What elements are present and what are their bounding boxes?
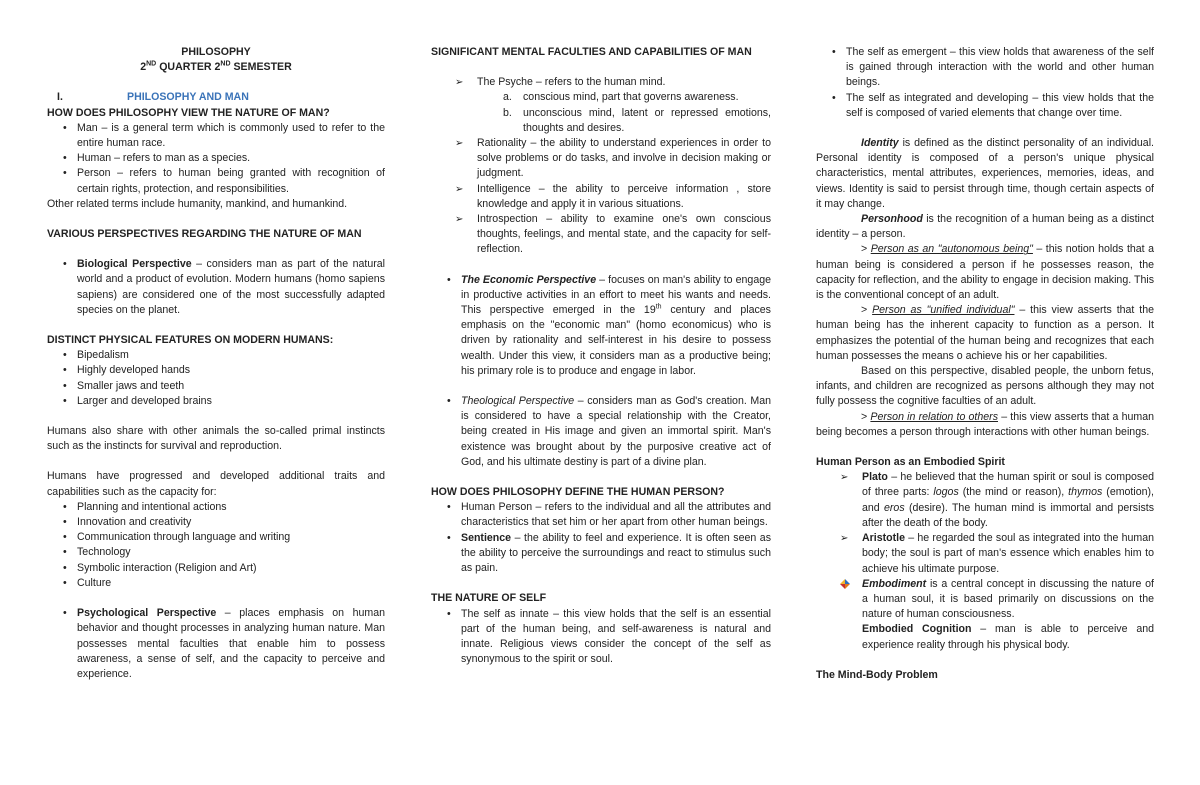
list-item: • Technology [47, 545, 385, 560]
paragraph: > Person as "unified individual" – this view asserts that the human being has the inherent capacity to function as a person. It emphasizes the potential of the human being and recognizes that each human possesses the means o achieve his or her capabilities. [816, 304, 1154, 362]
column-three [816, 45, 1154, 683]
arrow-bullet-icon: ➢ [455, 214, 464, 226]
list-item: • Man – is a general term which is commonly used to refer to the entire human race. [47, 121, 385, 151]
document-title: PHILOSOPHY [181, 46, 251, 58]
list-item: • The self as integrated and developing – this view holds that the self is composed of varied elements that change over time. [816, 91, 1154, 121]
list-item: • Bipedalism [47, 348, 385, 363]
person-list [431, 500, 771, 576]
paragraph: > Person in relation to others – this view asserts that a human being becomes a person through interactions with other human beings. [816, 410, 1155, 438]
paragraph: Humans have progressed and developed additional traits and capabilities such as the capacity for: [47, 470, 385, 498]
arrow-bullet-icon: ➢ [455, 183, 464, 195]
list-item: • Human – refers to man as a species. [47, 151, 385, 166]
question-heading: HOW DOES PHILOSOPHY VIEW THE NATURE OF MAN? [47, 106, 330, 119]
econ-list [431, 273, 771, 379]
list-item: ➢ Plato – he believed that the human spirit or soul is composed of three parts: logos (the mind or reason), thymos (emotion), and eros (desire). The human mind is immortal and persists after the death of the body. [840, 471, 1154, 529]
faculties-heading: SIGNIFICANT MENTAL FACULTIES AND CAPABILITIES OF MAN [431, 46, 752, 58]
list-item: • The Economic Perspective – focuses on man's ability to engage in productive activities in an effort to meet his wants and needs. This perspective emerged in the 19th century and places emphasis on the "economic man" (homo economicus) who is driven by rationality and self-interest in his desire to possess wealth. Under this view, it considers man as a productive being; his primary role is to produce and engage in labor. [431, 273, 771, 379]
arrow-bullet-icon: ➢ [840, 533, 849, 545]
list-item: • Planning and intentional actions [47, 500, 385, 515]
paragraph: Other related terms include humanity, mankind, and humankind. [47, 197, 348, 210]
paragraph: Identity is defined as the distinct personality of an individual. Personal identity is composed of a person's unique physical characteristics, mental attributes, experiences, memories, ideas, and views. Identity is said to persist through time, though certain aspects of it may change. [816, 137, 1154, 210]
list-item: ➢ Introspection – ability to examine one's own conscious thoughts, feelings, and mental state, and the capacity for self-reflection. [455, 213, 771, 256]
mindbody-heading: The Mind-Body Problem [816, 668, 938, 681]
arrow-bullet-icon: ➢ [840, 472, 849, 484]
list-item: • The self as innate – this view holds that the self is an essential part of the human being, and self-awareness is natural and innate. Religious views consider the concept of the self as synonymous to the spirit or soul. [431, 607, 771, 668]
nature-heading: THE NATURE OF SELF [431, 592, 547, 605]
list-item: a. conscious mind, part that governs awareness. [503, 91, 739, 104]
list-item: • Human Person – refers to the individual and all the attributes and characteristics that set him or her apart from other human beings. [431, 500, 771, 530]
paragraph: > Person as an "autonomous being" – this notion holds that a human being is considered a person if he possesses reason, the capacity for reflection, and the ability to engage in decision making. This is the conventional concept of an adult. [816, 243, 1154, 302]
paragraph: Humans also share with other animals the so-called primal instincts such as the instincts for survival and reproduction. [47, 425, 385, 453]
terms-list [47, 121, 385, 197]
features-list [47, 348, 385, 409]
list-item: ➢ The Psyche – refers to the human mind. [431, 75, 771, 90]
list-item: b. unconscious mind, latent or repressed emotions, thoughts and desires. [503, 106, 771, 134]
list-item: • Larger and developed brains [47, 394, 385, 409]
list-item: Embodiment is a central concept in discussing the nature of a human soul, it is based primarily on discussions on the nature of human consciousness. Embodied Cognition – man is able to perceive and experience reality through his physical body. [816, 577, 1154, 653]
list-item: • Communication through language and writing [47, 530, 385, 545]
list-item: • Person – refers to human being granted with recognition of certain rights, protection, and responsibilities. [47, 166, 385, 196]
list-item: • Symbolic interaction (Religion and Art) [47, 561, 385, 576]
bio-list [47, 257, 385, 318]
self-list [816, 45, 1154, 121]
arrow-bullet-icon: ➢ [455, 138, 464, 150]
list-item: ➢ Aristotle – he regarded the soul as integrated into the human body; the soul is part of man's essence which enables him to achieve his ultimate purpose. [840, 532, 1154, 575]
psych-list [47, 606, 385, 682]
document-subtitle: 2ND QUARTER 2ND SEMESTER [140, 60, 292, 74]
list-item: • Innovation and creativity [47, 515, 385, 530]
self-list [431, 607, 771, 668]
list-item: • Highly developed hands [47, 363, 385, 378]
list-item: • Biological Perspective – considers man as part of the natural world and a product of evolution. Modern humans (homo sapiens sapiens) are considered one of the most successfully adapted species on the planet. [47, 257, 385, 318]
paragraph: Based on this perspective, disabled people, the unborn fetus, infants, and children are recognized as persons although they may not fully possess the cognitive faculties of an adult. [816, 365, 1154, 408]
section-heading: I. PHILOSOPHY AND MAN [57, 91, 249, 104]
arrow-bullet-icon: ➢ [455, 77, 464, 89]
list-item: • Smaller jaws and teeth [47, 379, 385, 394]
theo-list [431, 394, 771, 470]
perspectives-heading: VARIOUS PERSPECTIVES REGARDING THE NATURE OF MAN [47, 228, 362, 241]
list-item: • Sentience – the ability to feel and experience. It is often seen as the ability to perceive the surroundings and react to stimulus such as pain. [431, 531, 771, 577]
bullet-icon [840, 579, 850, 589]
question-heading: HOW DOES PHILOSOPHY DEFINE THE HUMAN PERSON? [431, 486, 725, 499]
list-item: • Theological Perspective – considers man as God's creation. Man is considered to have a special relationship with the Creator, being created in His image and given an immortal spirit. Man's existence was brought about by the purposive creative act of God, and his ultimate destiny is part of a divine plan. [431, 394, 771, 470]
list-item: • Culture [47, 576, 385, 591]
features-heading: DISTINCT PHYSICAL FEATURES ON MODERN HUMANS: [47, 334, 334, 347]
capacities-list [47, 500, 385, 591]
paragraph: Personhood is the recognition of a human being as a distinct identity – a person. [816, 213, 1154, 241]
embodied-heading: Human Person as an Embodied Spirit [816, 456, 1005, 469]
list-item: ➢ Intelligence – the ability to perceive information , store knowledge and apply it in various situations. [455, 182, 771, 210]
list-item: ➢ Rationality – the ability to understand experiences in order to solve problems or do tasks, and involve in decision making or judgment. [455, 137, 771, 180]
list-item: • Psychological Perspective – places emphasis on human behavior and thought processes in analyzing human nature. Man possesses mental faculties that enable him to possess awareness, a sense of self, and the capacity to perceive and experience. [47, 606, 385, 682]
list-item: • The self as emergent – this view holds that awareness of the self is gained through interaction with the world and other human beings. [816, 45, 1154, 91]
column-two [431, 45, 771, 667]
column-one [47, 45, 385, 682]
